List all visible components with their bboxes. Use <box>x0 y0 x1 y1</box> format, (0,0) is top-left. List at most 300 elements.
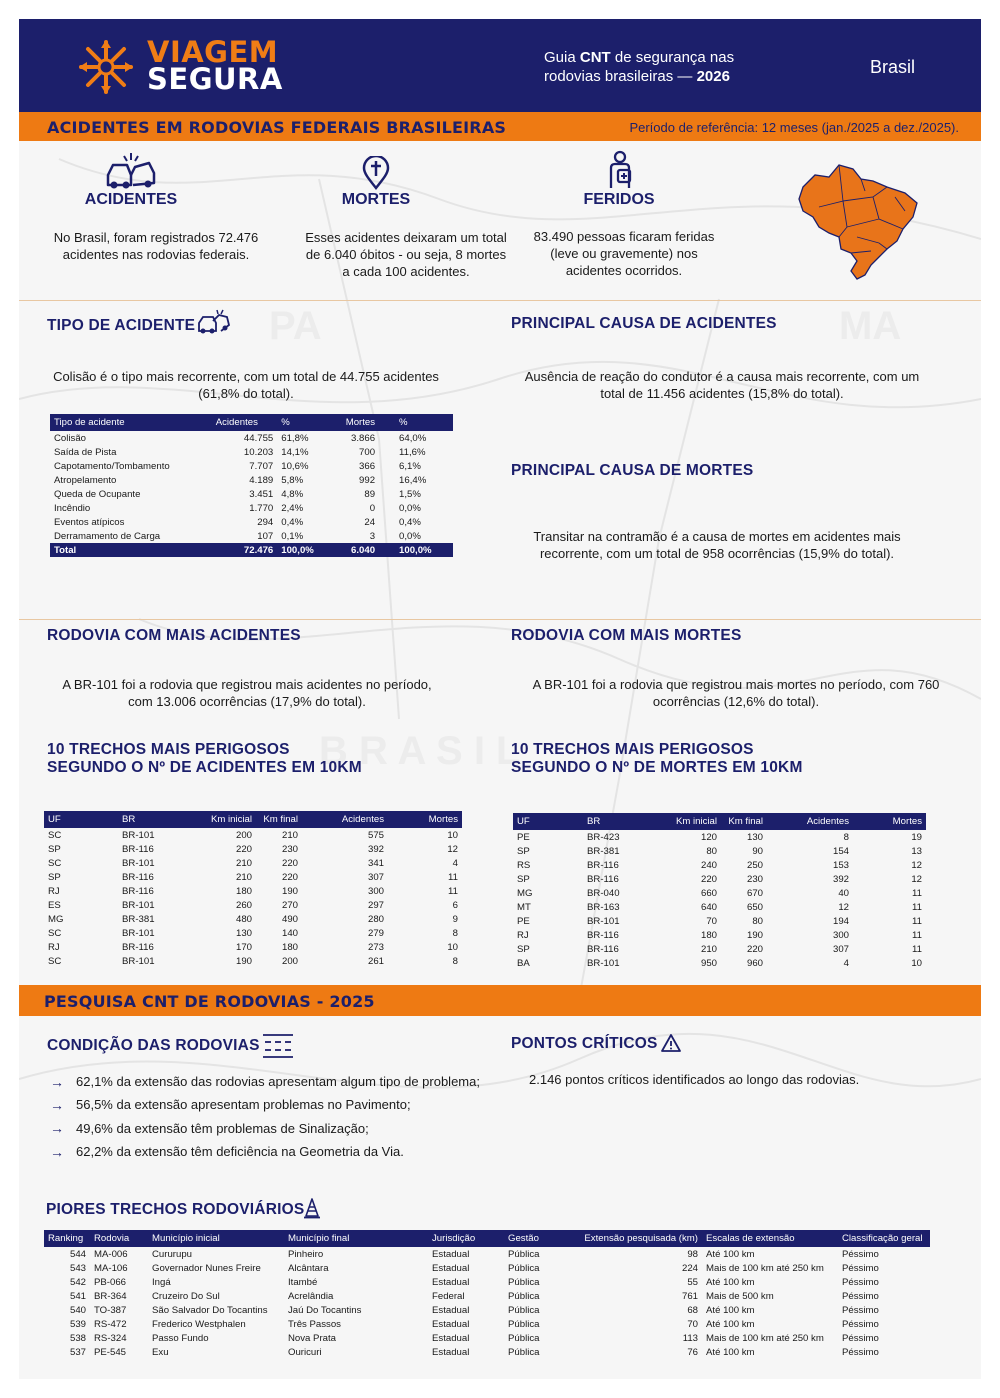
table-row-cell: 200 <box>281 955 298 967</box>
traffic-cone-icon <box>303 1197 321 1219</box>
table-row-cell: 224 <box>681 1262 698 1274</box>
table-cell: 2,4% <box>281 502 304 514</box>
table-row-cell: 11 <box>448 871 458 883</box>
table-cell: 107 <box>257 530 274 542</box>
table-cell: 100,0% <box>277 543 330 557</box>
table-row-cell: 10 <box>447 941 458 953</box>
table-row-cell: Pública <box>508 1318 540 1330</box>
condicao-item <box>50 1117 480 1140</box>
tipo-acidente-title: TIPO DE ACIDENTE <box>47 317 196 334</box>
table-row-cell: Frederico Westphalen <box>152 1318 246 1330</box>
rodovia-mortes-text: A BR-101 foi a rodovia que registrou mais mortes no período, com 760 ocorrências (12,6% do total). <box>532 677 940 709</box>
rodovia-mortes-title: RODOVIA COM MAIS MORTES <box>511 627 742 644</box>
col-extensao[interactable]: Extensão pesquisada (km) <box>554 1230 702 1247</box>
table-row-cell: Péssimo <box>842 1318 879 1330</box>
table-row-cell: Estadual <box>432 1318 470 1330</box>
trechos-mortes-title <box>511 741 803 777</box>
table-row-cell: ES <box>48 899 61 911</box>
arrow-icon: → <box>50 1120 64 1137</box>
table-row <box>50 501 453 515</box>
table-row-cell: 220 <box>235 843 252 855</box>
table-cell: 24 <box>364 516 376 528</box>
table-cell: 89 <box>364 488 376 500</box>
table-row-cell: 190 <box>235 955 252 967</box>
table-row-cell: Mais de 100 km até 250 km <box>706 1262 824 1274</box>
table-row-cell: Pública <box>508 1304 540 1316</box>
table-row-cell: 200 <box>235 829 252 841</box>
table-row-cell: 392 <box>367 843 384 855</box>
table-row <box>44 954 462 968</box>
warning-icon <box>660 1033 682 1053</box>
table-row-cell: 68 <box>687 1304 698 1316</box>
table-row-cell: 300 <box>832 929 849 941</box>
condicao-item <box>50 1070 480 1093</box>
table-row-cell: 540 <box>69 1304 86 1316</box>
table-row-cell: 11 <box>448 885 458 897</box>
table-cell: Atropelamento <box>54 474 117 486</box>
table-row-cell: São Salvador Do Tocantins <box>152 1304 268 1316</box>
table-row-cell: 11 <box>912 901 922 913</box>
road-lanes-icon <box>262 1033 294 1059</box>
table-row-cell: 120 <box>700 831 717 843</box>
table-row <box>44 898 462 912</box>
table-cell: 7.707 <box>249 460 274 472</box>
table-row-cell: 113 <box>682 1332 698 1344</box>
table-row <box>50 529 453 543</box>
table-row-cell: 130 <box>746 831 763 843</box>
col-uf[interactable]: UF <box>44 811 118 828</box>
table-row-cell: 12 <box>838 901 849 913</box>
col-pct-acidentes[interactable]: % <box>277 414 330 431</box>
table-row-cell: 210 <box>235 857 252 869</box>
table-row-cell: 480 <box>235 913 252 925</box>
condicao-item-text: 49,6% da extensão têm problemas de Sinalização; <box>76 1120 369 1136</box>
table-row-cell: Mais de 500 km <box>706 1290 774 1302</box>
col-br[interactable]: BR <box>583 813 649 830</box>
table-row-cell: BR-116 <box>122 871 154 883</box>
table-row-cell: 543 <box>69 1262 86 1274</box>
table-row-cell: Pública <box>508 1346 540 1358</box>
table-cell: 10.203 <box>243 446 274 458</box>
table-cell: 0,0% <box>399 502 421 514</box>
table-cell: 11,6% <box>399 446 426 458</box>
table-cell: Saída de Pista <box>54 446 117 458</box>
table-cell: 0 <box>369 502 376 514</box>
table-row-cell: TO-387 <box>94 1304 127 1316</box>
table-row <box>50 431 453 445</box>
table-row-cell: SC <box>48 955 62 967</box>
tipo-acidente-text: Colisão é o tipo mais recorrente, com um total de 44.755 acidentes (61,8% do total). <box>53 369 439 401</box>
table-row-cell: 650 <box>746 901 763 913</box>
table-row-cell: 542 <box>69 1276 86 1288</box>
table-row <box>513 942 926 956</box>
table-row-cell: 270 <box>281 899 298 911</box>
table-row-cell: Até 100 km <box>706 1248 755 1260</box>
table-row-cell: 12 <box>911 859 922 871</box>
table-row-cell: Três Passos <box>288 1318 341 1330</box>
table-row-cell: BR-423 <box>587 831 620 843</box>
table-row-cell: 98 <box>687 1248 698 1260</box>
table-cell: 1.770 <box>249 502 274 514</box>
table-row-cell: 670 <box>746 887 763 899</box>
table-row-cell: 12 <box>911 873 922 885</box>
piores-trechos-table <box>44 1230 930 1359</box>
table-row-cell: 8 <box>452 927 458 939</box>
table-row <box>44 912 462 926</box>
col-municipio-final[interactable]: Município final <box>284 1230 428 1247</box>
guia-year: 2026 <box>696 68 730 85</box>
table-row-cell: SP <box>517 943 530 955</box>
table-row <box>44 842 462 856</box>
col-rodovia[interactable]: Rodovia <box>90 1230 148 1247</box>
causa-acidentes-text: Ausência de reação do condutor é a causa mais recorrente, com um total de 11.456 acidentes (15,8% do total). <box>524 369 920 401</box>
table-row <box>44 870 462 884</box>
table-row <box>44 926 462 940</box>
table-row-cell: 240 <box>700 859 717 871</box>
table-row-cell: 180 <box>235 885 252 897</box>
table-cell: Incêndio <box>54 502 91 514</box>
brazil-map-icon <box>795 157 921 283</box>
pontos-criticos-text: 2.146 pontos críticos identificados ao longo das rodovias. <box>529 1072 860 1087</box>
col-km-final[interactable]: Km final <box>721 813 767 830</box>
table-row-cell: 538 <box>69 1332 86 1344</box>
causa-mortes-text: Transitar na contramão é a causa de mortes em acidentes mais recorrente, com um total de 958 ocorrências (15,9% do total). <box>533 529 901 561</box>
table-row-cell: MA-106 <box>94 1262 128 1274</box>
table-row-cell: Péssimo <box>842 1276 879 1288</box>
accidents-section-title: ACIDENTES EM RODOVIAS FEDERAIS BRASILEIRAS <box>47 118 507 137</box>
col-acidentes[interactable]: Acidentes <box>302 811 388 828</box>
table-row <box>44 940 462 954</box>
table-cell: 44.755 <box>243 432 274 444</box>
col-km-final[interactable]: Km final <box>256 811 302 828</box>
table-row-cell: 210 <box>281 829 298 841</box>
table-row-cell: 220 <box>700 873 717 885</box>
pesquisa-section-title: PESQUISA CNT DE RODOVIAS - 2025 <box>44 992 375 1011</box>
table-row-cell: 250 <box>746 859 763 871</box>
page-header <box>19 19 981 112</box>
col-br[interactable]: BR <box>118 811 188 828</box>
col-mortes[interactable]: Mortes <box>330 414 379 431</box>
trechos-acidentes-title <box>47 741 362 777</box>
table-row-cell: SC <box>48 857 62 869</box>
guide-title <box>544 48 734 86</box>
table-row-cell: BA <box>517 957 530 969</box>
table-row-cell: Cururupu <box>152 1248 192 1260</box>
table-row-cell: 4 <box>452 857 458 869</box>
table-row-cell: 154 <box>832 845 849 857</box>
table-cell: 3.451 <box>249 488 274 500</box>
crash-cars-icon <box>197 309 231 335</box>
svg-text:PA: PA <box>269 304 322 348</box>
table-row-cell: 10 <box>447 829 458 841</box>
table-row-cell: BR-101 <box>122 857 155 869</box>
table-row-cell: SC <box>48 927 62 939</box>
condicao-list <box>50 1070 480 1163</box>
col-km-inicial[interactable]: Km inicial <box>188 811 256 828</box>
table-row <box>50 459 453 473</box>
table-row-cell: 761 <box>681 1290 698 1302</box>
table-row-cell: BR-116 <box>122 885 154 897</box>
table-row-cell: 190 <box>746 929 763 941</box>
acidentes-text: No Brasil, foram registrados 72.476 acidentes nas rodovias federais. <box>53 230 259 262</box>
mortes-label: MORTES <box>341 191 411 208</box>
trechos-acidentes-table <box>44 811 462 968</box>
table-row-cell: 279 <box>367 927 384 939</box>
table-row <box>44 1275 930 1289</box>
table-row-cell: BR-163 <box>587 901 620 913</box>
table-row-cell: 230 <box>746 873 763 885</box>
table-row-cell: 273 <box>367 941 384 953</box>
table-row-cell: 11 <box>912 929 922 941</box>
table-cell: 700 <box>359 446 376 458</box>
table-row <box>44 1331 930 1345</box>
table-row-cell: BR-116 <box>587 873 619 885</box>
table-row-cell: Péssimo <box>842 1346 879 1358</box>
table-row-cell: MA-006 <box>94 1248 128 1260</box>
table-row <box>513 900 926 914</box>
table-cell: 0,4% <box>281 516 304 528</box>
table-row-cell: Mais de 100 km até 250 km <box>706 1332 824 1344</box>
trechos-acidentes-title-1: 10 TRECHOS MAIS PERIGOSOS <box>47 741 290 758</box>
table-row-cell: 80 <box>706 845 717 857</box>
col-acidentes[interactable]: Acidentes <box>212 414 278 431</box>
table-cell: 14,1% <box>281 446 309 458</box>
table-row <box>44 1261 930 1275</box>
condicao-item <box>50 1093 480 1116</box>
table-cell: 6,1% <box>399 460 421 472</box>
table-row <box>44 856 462 870</box>
table-cell: Eventos atípicos <box>54 516 125 528</box>
table-row-cell: 539 <box>69 1318 86 1330</box>
table-row-cell: Péssimo <box>842 1304 879 1316</box>
table-row-cell: 170 <box>235 941 252 953</box>
table-row-cell: 153 <box>832 859 849 871</box>
table-row-cell: 13 <box>911 845 922 857</box>
table-row-cell: 90 <box>752 845 763 857</box>
table-row-cell: 11 <box>912 943 922 955</box>
table-row-cell: Até 100 km <box>706 1276 755 1288</box>
table-row-cell: 341 <box>367 857 384 869</box>
trechos-mortes-table <box>513 813 926 970</box>
table-row-cell: PE <box>517 915 530 927</box>
table-row <box>50 487 453 501</box>
condicao-item-text: 62,1% da extensão das rodovias apresentam algum tipo de problema; <box>76 1074 480 1090</box>
feridos-text: 83.490 pessoas ficaram feridas (leve ou gravemente) nos acidentes ocorridos. <box>533 229 715 278</box>
table-cell: 1,5% <box>399 488 421 500</box>
col-mortes[interactable]: Mortes <box>388 811 462 828</box>
table-row-cell: 4 <box>843 957 849 969</box>
table-row-cell: Alcântara <box>288 1262 329 1274</box>
table-row-cell: Cruzeiro Do Sul <box>152 1290 220 1302</box>
table-row-cell: Acrelândia <box>288 1290 334 1302</box>
table-row-cell: 6 <box>452 899 458 911</box>
table-cell: 61,8% <box>281 432 309 444</box>
table-row-cell: 70 <box>706 915 717 927</box>
table-row-cell: 55 <box>687 1276 698 1288</box>
table-row <box>513 858 926 872</box>
table-row-cell: BR-040 <box>587 887 620 899</box>
table-row-cell: PB-066 <box>94 1276 126 1288</box>
table-cell: 100,0% <box>379 543 453 557</box>
table-row-cell: 541 <box>69 1290 86 1302</box>
table-row-cell: 575 <box>367 829 384 841</box>
table-row-cell: Ingá <box>152 1276 171 1288</box>
arrow-icon: → <box>50 1143 64 1160</box>
feridos-label: FERIDOS <box>583 191 655 208</box>
table-row-cell: 8 <box>452 955 458 967</box>
table-row-cell: BR-101 <box>122 927 155 939</box>
table-cell: 10,6% <box>281 460 309 472</box>
table-row-cell: 210 <box>700 943 717 955</box>
table-row-cell: 180 <box>700 929 717 941</box>
table-row-cell: Nova Prata <box>288 1332 336 1344</box>
table-row-cell: 10 <box>911 957 922 969</box>
logo-sun-icon <box>77 38 135 96</box>
col-uf[interactable]: UF <box>513 813 583 830</box>
table-row-cell: 210 <box>235 871 252 883</box>
col-ranking[interactable]: Ranking <box>44 1230 90 1247</box>
col-jurisdicao[interactable]: Jurisdição <box>428 1230 504 1247</box>
table-row-cell: 640 <box>700 901 717 913</box>
arrow-icon: → <box>50 1096 64 1113</box>
table-row-cell: 220 <box>746 943 763 955</box>
table-row <box>513 886 926 900</box>
table-row-cell: BR-101 <box>587 957 620 969</box>
table-row-cell: Até 100 km <box>706 1318 755 1330</box>
table-row-cell: Péssimo <box>842 1332 879 1344</box>
mortes-text: Esses acidentes deixaram um total de 6.040 óbitos - ou seja, 8 mortes a cada 100 acidentes. <box>305 230 507 279</box>
table-row-cell: BR-101 <box>122 955 155 967</box>
table-cell: 72.476 <box>212 543 278 557</box>
table-row-cell: BR-381 <box>587 845 620 857</box>
table-row-cell: Federal <box>432 1290 465 1302</box>
guia-mid: de segurança nas <box>614 49 735 66</box>
table-row-cell: 12 <box>447 843 458 855</box>
tipo-acidente-table <box>50 414 453 557</box>
pesquisa-section-bar <box>19 985 981 1016</box>
table-row-cell: Pinheiro <box>288 1248 324 1260</box>
table-row-cell: 40 <box>838 887 849 899</box>
table-row <box>513 956 926 970</box>
table-cell: 3 <box>369 530 376 542</box>
col-tipo[interactable]: Tipo de acidente <box>50 414 212 431</box>
table-cell: 6.040 <box>330 543 379 557</box>
table-row <box>513 872 926 886</box>
table-row-cell: Até 100 km <box>706 1304 755 1316</box>
table-row-cell: 307 <box>367 871 384 883</box>
table-row-cell: BR-364 <box>94 1290 127 1302</box>
col-gestao[interactable]: Gestão <box>504 1230 554 1247</box>
svg-text:MA: MA <box>839 304 902 348</box>
table-row-cell: 261 <box>367 955 384 967</box>
table-cell: 294 <box>257 516 274 528</box>
table-row-cell: SP <box>517 845 530 857</box>
guia-word: Guia <box>544 49 576 66</box>
table-row-cell: 260 <box>235 899 252 911</box>
table-row-cell: 80 <box>752 915 763 927</box>
table-row <box>513 914 926 928</box>
guia-line2: rodovias brasileiras — <box>544 68 693 85</box>
table-row-cell: BR-116 <box>122 941 154 953</box>
table-row-cell: 300 <box>367 885 384 897</box>
table-row-cell: MT <box>517 901 531 913</box>
table-row <box>44 1317 930 1331</box>
table-row-cell: Governador Nunes Freire <box>152 1262 261 1274</box>
table-row-cell: PE <box>517 831 530 843</box>
table-row-cell: Passo Fundo <box>152 1332 209 1344</box>
col-escalas[interactable]: Escalas de extensão <box>702 1230 838 1247</box>
table-row-cell: 950 <box>700 957 717 969</box>
col-mortes[interactable]: Mortes <box>853 813 926 830</box>
table-cell: 4.189 <box>249 474 274 486</box>
table-row-cell: 544 <box>69 1248 86 1260</box>
table-row-cell: Jaú Do Tocantins <box>288 1304 362 1316</box>
table-row <box>50 515 453 529</box>
table-row-cell: PE-545 <box>94 1346 126 1358</box>
table-row <box>44 1303 930 1317</box>
guide-page <box>19 19 981 1379</box>
table-row-cell: Péssimo <box>842 1248 879 1260</box>
table-row <box>44 1345 930 1359</box>
causa-mortes-title: PRINCIPAL CAUSA DE MORTES <box>511 462 754 479</box>
table-cell: 5,8% <box>281 474 304 486</box>
table-row-cell: SC <box>48 829 62 841</box>
table-row-cell: 307 <box>832 943 849 955</box>
condicao-item-text: 62,2% da extensão têm deficiência na Geometria da Via. <box>76 1144 404 1160</box>
table-row-cell: BR-101 <box>587 915 620 927</box>
divider-2 <box>19 619 981 620</box>
table-row-cell: 490 <box>281 913 298 925</box>
table-row-cell: MG <box>517 887 533 899</box>
table-row-cell: Até 100 km <box>706 1346 755 1358</box>
table-row-cell: 220 <box>281 857 298 869</box>
trechos-mortes-title-1: 10 TRECHOS MAIS PERIGOSOS <box>511 741 754 758</box>
reference-period: Período de referência: 12 meses (jan./2025 a dez./2025). <box>629 120 959 135</box>
table-row-cell: BR-381 <box>122 913 155 925</box>
trechos-mortes-title-2: SEGUNDO O Nº DE MORTES EM 10KM <box>511 759 803 776</box>
col-classificacao[interactable]: Classificação geral <box>838 1230 930 1247</box>
cross-pin-icon <box>362 156 390 190</box>
condicao-item <box>50 1140 480 1163</box>
table-row-cell: Itambé <box>288 1276 318 1288</box>
table-row-cell: Estadual <box>432 1276 470 1288</box>
col-km-inicial[interactable]: Km inicial <box>649 813 721 830</box>
table-row-cell: Estadual <box>432 1248 470 1260</box>
table-row-cell: RJ <box>517 929 529 941</box>
table-row-cell: Pública <box>508 1276 540 1288</box>
trechos-acidentes-title-2: SEGUNDO O Nº DE ACIDENTES EM 10KM <box>47 759 362 776</box>
table-row-cell: Ouricuri <box>288 1346 322 1358</box>
table-row-cell: 660 <box>700 887 717 899</box>
table-cell: 0,4% <box>399 516 421 528</box>
table-row-cell: RJ <box>48 885 60 897</box>
table-cell: 3.866 <box>351 432 376 444</box>
table-row-cell: 180 <box>281 941 298 953</box>
table-row-cell: Estadual <box>432 1262 470 1274</box>
col-acidentes[interactable]: Acidentes <box>767 813 853 830</box>
table-row-cell: SP <box>48 843 61 855</box>
table-row-cell: Exu <box>152 1346 169 1358</box>
table-cell: 16,4% <box>399 474 427 486</box>
table-row <box>44 1289 930 1303</box>
table-row-cell: Pública <box>508 1262 540 1274</box>
col-pct-mortes[interactable]: % <box>379 414 453 431</box>
table-row-cell: RS-324 <box>94 1332 127 1344</box>
table-cell: 366 <box>359 460 376 472</box>
table-row-cell: BR-116 <box>587 943 619 955</box>
col-municipio-inicial[interactable]: Município inicial <box>148 1230 284 1247</box>
table-row-cell: 9 <box>452 913 458 925</box>
